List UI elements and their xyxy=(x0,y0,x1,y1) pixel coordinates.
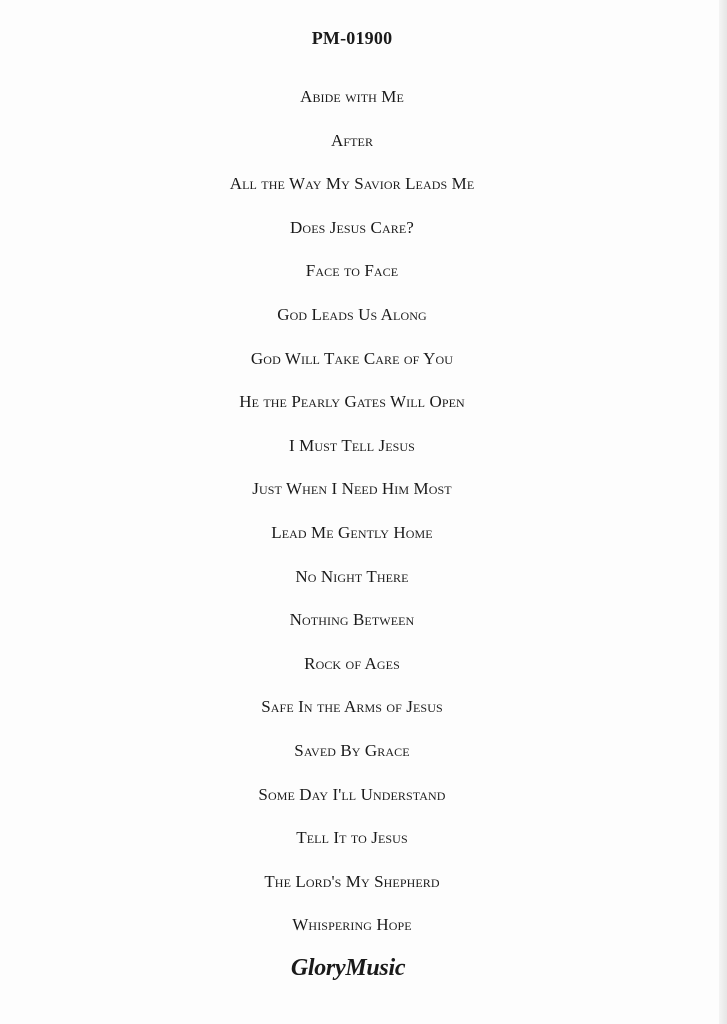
song-list xyxy=(0,83,704,955)
song-title: Lead Me Gently Home xyxy=(271,522,433,542)
song-title: Nothing Between xyxy=(289,610,415,630)
catalog-number: PM-01900 xyxy=(311,28,393,48)
song-title: I Must Tell Jesus xyxy=(289,435,415,455)
song-title: Tell It to Jesus xyxy=(296,828,408,848)
song-title: God Will Take Care of You xyxy=(250,348,454,368)
song-title: Face to Face xyxy=(305,261,399,281)
song-title: Saved By Grace xyxy=(294,740,410,760)
song-title: The Lord's My Shepherd xyxy=(264,871,440,891)
song-title: Does Jesus Care? xyxy=(290,217,414,237)
song-title: No Night There xyxy=(295,566,409,586)
song-title: Some Day I'll Understand xyxy=(258,784,446,804)
song-title: After xyxy=(330,130,374,150)
song-title: Just When I Need Him Most xyxy=(252,479,452,499)
song-title: All the Way My Savior Leads Me xyxy=(229,174,475,194)
publisher-logo: GloryMusic xyxy=(290,955,406,981)
song-title: Rock of Ages xyxy=(304,653,400,673)
song-title: Abide with Me xyxy=(300,87,404,106)
song-title: God Leads Us Along xyxy=(277,304,427,324)
song-title: He the Pearly Gates Will Open xyxy=(239,392,465,412)
song-title: Whispering Hope xyxy=(292,915,412,935)
song-title: Safe In the Arms of Jesus xyxy=(261,697,443,717)
page-edge-shadow xyxy=(719,0,727,1024)
